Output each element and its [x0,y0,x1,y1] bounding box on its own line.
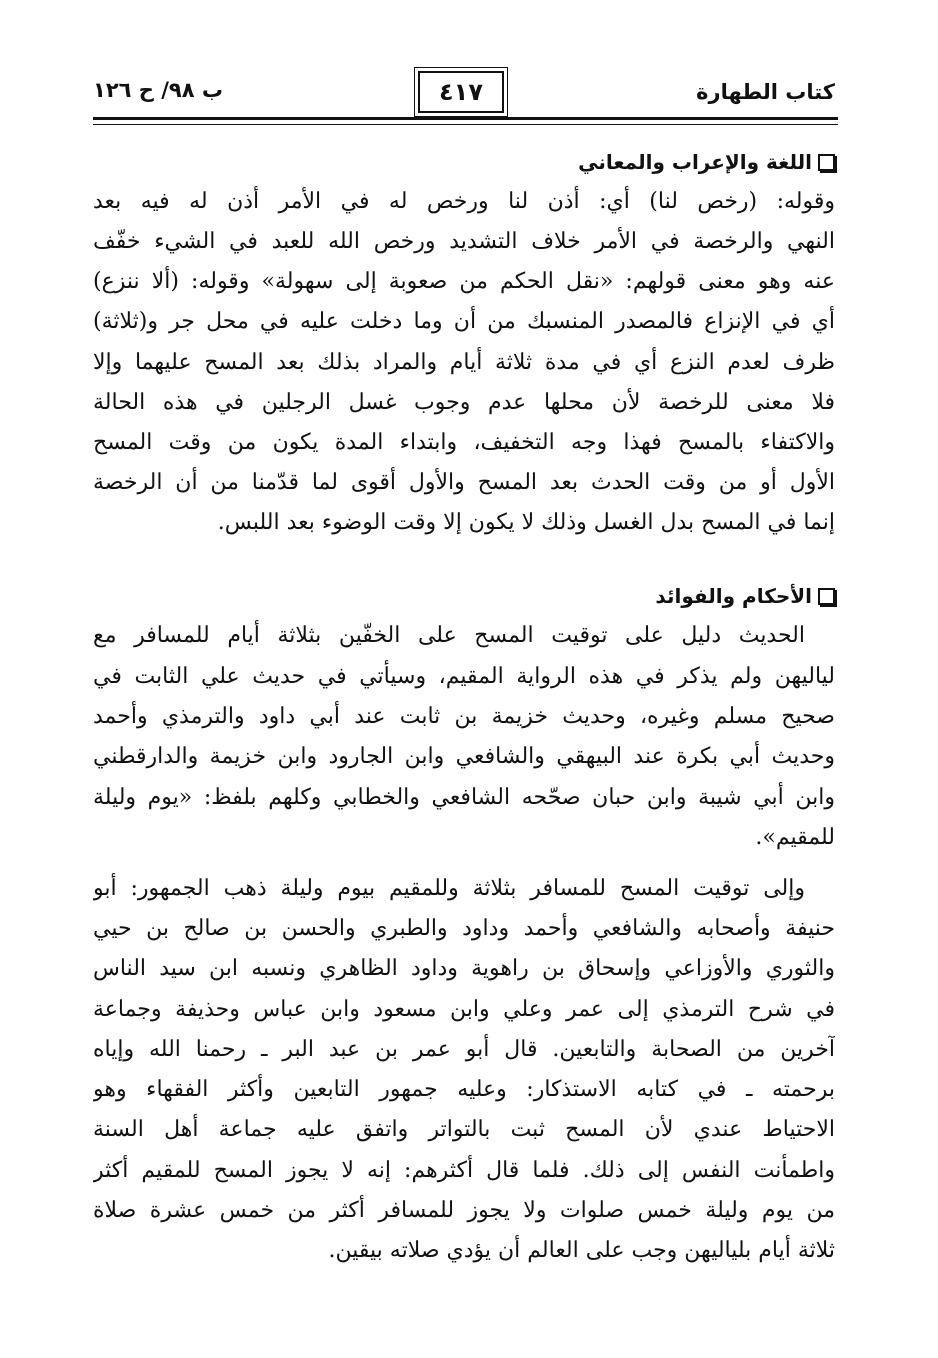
text-line: إنما في المسح بدل الغسل وذلك لا يكون إلا وقت الوضوء بعد اللبس. [217,510,835,535]
text-line: صحيح مسلم وغيره، وحديث خزيمة بن ثابت عند أبي داود والترمذي وأحمد [93,704,835,729]
page-number-box [418,71,504,113]
page-number: ٤١٧ [439,78,483,106]
text-line: وإلى توقيت المسح للمسافر بثلاثة وللمقيم بيوم وليلة ذهب الجمهور: أبو [93,876,805,901]
section-heading-text: الأحكام والفوائد [655,584,812,608]
text-line: والاكتفاء بالمسح فهذا وجه التخفيف، وابتداء المدة يكون من وقت المسح [93,430,835,455]
text-line: ظرف لعدم النزع أي في مدة ثلاثة أيام والمراد بذلك بعد المسح عليهما وإلا [93,350,835,375]
square-bullet-icon [818,154,835,171]
text-line: من يوم وليلة خمس صلوات ولا يجوز للمسافر أكثر من خمس عشرة صلاة [93,1198,835,1223]
text-line: فلا معنى للرخصة لأن محلها عدم وجوب غسل الرجلين في هذه الحالة [93,390,835,415]
section-heading-language [578,150,835,174]
text-line: ثلاثة أيام بلياليهن وجب على العالم أن يؤدي صلاته بيقين. [328,1238,835,1263]
text-line: عنه وهو معنى قولهم: «نقل الحكم من صعوبة إلى سهولة» وقوله: (ألا ننزع) [93,269,835,294]
header-rule-thick [93,117,838,120]
text-line: واطمأنت النفس إلى ذلك. فلما قال أكثرهم: إنه لا يجوز المسح للمقيم أكثر [93,1158,835,1183]
text-line: وحديث أبي بكرة عند البيهقي والشافعي وابن الجارود وابن خزيمة والدارقطني [93,744,835,769]
text-line: الاحتياط عندي لأن المسح ثبت بالتواتر واتفق عليه جماعة أهل السنة [93,1117,835,1142]
text-line: برحمته ـ في كتابه الاستذكار: وعليه جمهور التابعين وأكثر الفقهاء وهو [93,1077,835,1102]
text-line: للمقيم». [755,825,835,850]
text-line: والثوري والأوزاعي وإسحاق بن راهوية وداود الظاهري ونسبه ابن سيد الناس [93,956,835,981]
text-line: حنيفة وأصحابه والشافعي وأحمد وداود والطبري والحسن بن صالح بن حيي [93,916,835,941]
square-bullet-icon [818,588,835,605]
text-line: آخرين من الصحابة والتابعين. قال أبو عمر بن عبد البر ـ رحمنا الله وإياه [93,1037,835,1062]
section-heading-text: اللغة والإعراب والمعاني [578,150,812,174]
text-line: النهي والرخصة في الأمر خلاف التشديد ورخص الله للعبد في الشيء خفّف [93,229,835,254]
text-line: لياليهن ولم يذكر في هذه الرواية المقيم، وسيأتي في حديث علي الثابت في [93,664,835,689]
text-line: وقوله: (رخص لنا) أي: أذن لنا ورخص له في الأمر أذن له فيه بعد [93,189,835,214]
running-head-book-title: كتاب الطهارة [696,80,835,104]
text-line: أي في الإنزاع فالمصدر المنسبك من أن وما دخلت عليه في محل جر و(ثلاثة) [93,309,835,334]
header-rule-thin [93,124,838,125]
text-line: الأول أو من وقت الحدث بعد المسح والأول أقوى لما قدّمنا من أن الرخصة [93,470,835,495]
section-heading-rulings [655,584,835,608]
text-line: وابن أبي شيبة وابن حبان صحّحه الشافعي والخطابي وكلهم بلفظ: «يوم وليلة [93,785,835,810]
text-line: في شرح الترمذي إلى عمر وعلي وابن مسعود وابن عباس وحذيفة وجماعة [93,997,835,1022]
running-head-reference: ب ٩٨/ ح ١٢٦ [93,78,223,102]
text-line: الحديث دليل على توقيت المسح على الخفّين بثلاثة أيام للمسافر مع [93,623,805,648]
